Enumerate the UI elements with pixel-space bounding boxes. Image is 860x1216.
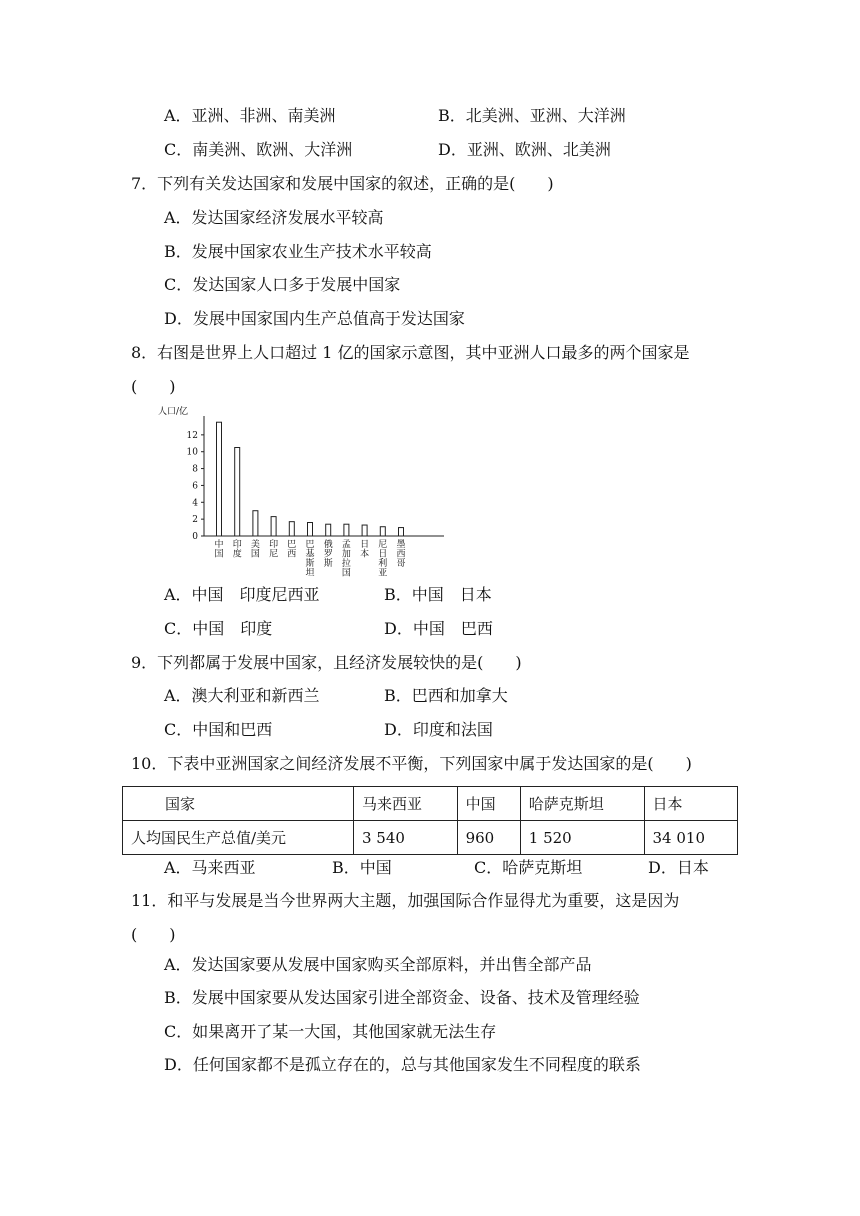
q8-option-b: B．中国 日本 [384, 585, 492, 604]
x-category-label: 印 [232, 540, 242, 550]
table-row [123, 787, 738, 821]
x-category-label: 国 [341, 568, 351, 579]
q7-option-c: C．发达国家人口多于发展中国家 [164, 275, 401, 294]
x-category-label: 斯 [323, 559, 333, 569]
x-category-label: 哥 [396, 559, 406, 569]
x-category-label: 俄 [323, 540, 333, 550]
q8-stem-line1: 8．右图是世界上人口超过 1 亿的国家示意图，其中亚洲人口最多的两个国家是 [131, 343, 690, 362]
q11-option-a: A．发达国家要从发展中国家购买全部原料，并出售全部产品 [164, 955, 592, 974]
q11-stem-line1: 11．和平与发展是当今世界两大主题，加强国际合作显得尤为重要，这是因为 [131, 891, 680, 910]
y-tick-label: 4 [192, 498, 198, 509]
population-bar-chart [156, 404, 446, 579]
x-category-label: 西 [396, 549, 406, 560]
population-bar [235, 448, 240, 537]
x-category-label: 孟 [341, 540, 351, 550]
y-tick-label: 10 [186, 447, 198, 458]
x-category-label: 美 [250, 540, 260, 550]
x-category-label: 斯 [305, 559, 315, 569]
q9-option-a: A．澳大利亚和新西兰 [164, 686, 320, 705]
x-category-label: 巴 [287, 540, 297, 550]
table-header-cell: 马来西亚 [354, 787, 458, 821]
population-bar [308, 523, 313, 536]
x-category-label: 巴 [305, 540, 315, 550]
q10-option-d: D．日本 [648, 858, 709, 877]
x-category-label: 罗 [323, 549, 333, 560]
x-category-label: 拉 [341, 559, 351, 569]
population-bar [399, 528, 404, 536]
q8-option-d: D．中国 巴西 [384, 619, 493, 638]
table-cell: 3 540 [354, 821, 458, 855]
q10-stem: 10．下表中亚洲国家之间经济发展不平衡，下列国家中属于发达国家的是( ) [131, 754, 692, 773]
q8-option-c: C．中国 印度 [164, 619, 273, 638]
q7-option-d: D．发展中国家国内生产总值高于发达国家 [164, 309, 465, 328]
x-category-label: 墨 [396, 540, 406, 550]
q9-option-d: D．印度和法国 [384, 720, 493, 739]
x-category-label: 亚 [378, 568, 388, 579]
table-header-cell: 日本 [644, 787, 737, 821]
x-category-label: 印 [269, 540, 279, 550]
x-category-label: 基 [305, 549, 315, 560]
y-tick-label: 12 [186, 430, 198, 441]
q11-stem-line2: ( ) [131, 925, 176, 944]
x-category-label: 西 [287, 549, 297, 560]
population-bar [271, 517, 276, 536]
table-header-cell: 中国 [457, 787, 520, 821]
table-cell: 1 520 [520, 821, 644, 855]
x-category-label: 日 [360, 540, 370, 550]
x-category-label: 尼 [378, 540, 388, 550]
x-category-label: 本 [360, 549, 370, 560]
table-cell: 960 [457, 821, 520, 855]
y-axis-label: 人口/亿 [158, 407, 189, 417]
x-category-label: 利 [378, 559, 388, 569]
q9-stem: 9．下列都属于发展中国家，且经济发展较快的是( ) [131, 653, 522, 672]
x-category-label: 尼 [269, 549, 279, 560]
q11-option-d: D．任何国家都不是孤立存在的，总与其他国家发生不同程度的联系 [164, 1055, 641, 1074]
population-bar [326, 524, 331, 536]
population-bar [253, 511, 258, 536]
q6-option-c: C．南美洲、欧洲、大洋洲 [164, 140, 353, 159]
q7-stem: 7．下列有关发达国家和发展中国家的叙述，正确的是( ) [131, 174, 554, 193]
table-cell: 34 010 [644, 821, 737, 855]
table-cell: 人均国民生产总值/美元 [123, 821, 354, 855]
x-category-label: 坦 [305, 568, 315, 579]
x-category-label: 国 [250, 549, 260, 560]
x-category-label: 加 [341, 549, 351, 560]
population-bar [217, 422, 222, 536]
x-category-label: 国 [214, 549, 224, 560]
x-category-label: 日 [378, 549, 388, 560]
q6-option-b: B．北美洲、亚洲、大洋洲 [438, 106, 626, 125]
q9-option-b: B．巴西和加拿大 [384, 686, 508, 705]
q7-option-b: B．发展中国家农业生产技术水平较高 [164, 242, 432, 261]
y-tick-label: 2 [192, 515, 198, 526]
q6-option-a: A．亚洲、非洲、南美洲 [164, 106, 336, 125]
population-bar [362, 525, 367, 536]
q8-option-a: A．中国 印度尼西亚 [164, 585, 320, 604]
table-row [123, 821, 738, 855]
y-tick-label: 6 [192, 481, 198, 492]
q10-option-a: A．马来西亚 [164, 858, 256, 877]
table-header-cell: 国家 [123, 787, 354, 821]
population-bar [344, 524, 349, 536]
q9-option-c: C．中国和巴西 [164, 720, 273, 739]
q7-option-a: A．发达国家经济发展水平较高 [164, 208, 384, 227]
q11-option-c: C．如果离开了某一大国，其他国家就无法生存 [164, 1022, 497, 1041]
q10-option-b: B．中国 [332, 858, 392, 877]
x-category-label: 度 [232, 549, 242, 560]
q11-option-b: B．发展中国家要从发达国家引进全部资金、设备、技术及管理经验 [164, 988, 640, 1007]
table-header-cell: 哈萨克斯坦 [520, 787, 644, 821]
gdp-table [122, 786, 738, 855]
q6-option-d: D．亚洲、欧洲、北美洲 [438, 140, 611, 159]
population-bar [380, 527, 385, 536]
q8-stem-line2: ( ) [131, 377, 176, 396]
y-tick-label: 0 [192, 532, 198, 542]
population-bar [289, 522, 294, 536]
q10-option-c: C．哈萨克斯坦 [474, 858, 583, 877]
y-tick-label: 8 [192, 464, 198, 475]
x-category-label: 中 [214, 540, 224, 550]
